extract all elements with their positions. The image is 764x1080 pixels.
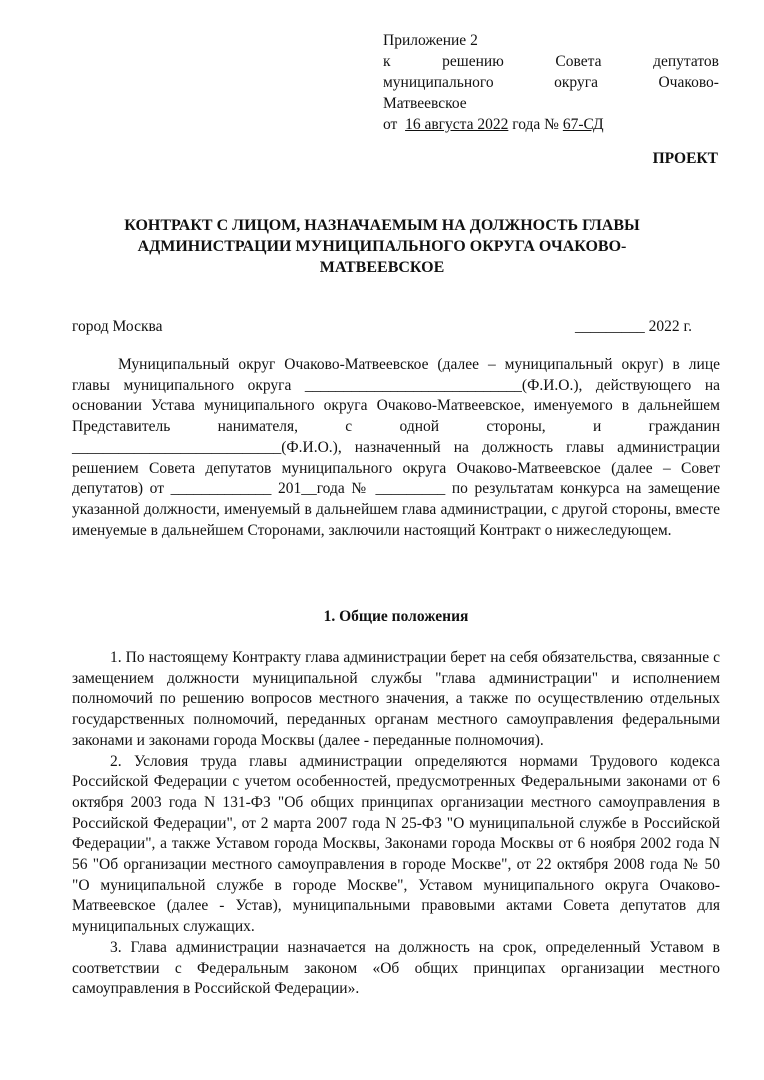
- annex-word: округа: [554, 74, 598, 91]
- decision-number: 67-СД: [562, 116, 604, 133]
- annex-word: Совета: [555, 53, 602, 70]
- clause-2: 2. Условия труда главы администрации определяются нормами Трудового кодекса Российской Федерации с учетом особенностей, предусмотренных Федеральными законами от 6 октября 2003 года N 131-ФЗ "Об общих принципах организации местного самоуправления в Российской Федерации", от 2 марта 2007 года N 25-ФЗ "О муниципальной службе в Российской Федерации", а также Уставом города Москвы, Законами города Москвы от 6 ноября 2002 года N 56 "Об организации местного самоуправления в городе Москве", от 22 октября 2008 года № 50 "О муниципальной службе в городе Москве", Уставом муниципального округа Очаково-Матвеевское (далее - Устав), муниципальными правовыми актами Совета депутатов для муниципальных служащих.: [72, 752, 720, 936]
- annex-year-no: года №: [512, 116, 559, 133]
- city-date-line: [72, 318, 692, 336]
- draft-label: ПРОЕКТ: [652, 150, 718, 167]
- annex-line-1: Приложение 2: [383, 32, 478, 49]
- annex-line-2: [383, 51, 719, 72]
- decision-date: 16 августа 2022: [405, 116, 509, 133]
- annex-line-3: [383, 72, 719, 93]
- contract-date: _________ 2022 г.: [575, 318, 692, 335]
- clause-3: 3. Глава администрации назначается на должность на срок, определенный Уставом в соответствии с Федеральным законом «Об общих принципах организации местного самоуправления в Российской Федерации».: [72, 938, 720, 998]
- annex-word: муниципального: [383, 74, 494, 91]
- annex-word: депутатов: [653, 53, 719, 70]
- annex-block: [383, 30, 719, 135]
- clause-1: 1. По настоящему Контракту глава администрации берет на себя обязательства, связанные с замещением должности муниципальной службы "глава администрации" и исполнением полномочий по решению вопросов местного значения, а также по осуществлению отдельных государственных полномочий, переданных органам местного самоуправления федеральными законами и законами города Москвы (далее - переданные полномочия).: [72, 649, 720, 749]
- section-1-heading: 1. Общие положения: [323, 608, 469, 625]
- annex-line-5: [383, 114, 719, 135]
- city: город Москва: [72, 318, 163, 335]
- annex-word: к: [383, 53, 391, 70]
- intro-paragraph: Муниципальный округ Очаково-Матвеевское (далее – муниципальный округ) в лице главы муниципального округа ____________________________(Ф.И.О.), действующего на основании Устава муниципального округа Очаково-Матвеевское, именуемого в дальнейшем Представитель нанимателя, с одной стороны, и гражданин ___________________________(Ф.И.О.), назначенный на должность главы администрации решением Совета депутатов муниципального округа Очаково-Матвеевское (далее – Совет депутатов) от _____________ 201__года № _________ по результатам конкурса на замещение указанной должности, именуемый в дальнейшем глава администрации, с другой стороны, вместе именуемые в дальнейшем Сторонами, заключили настоящий Контракт о нижеследующем.: [72, 356, 720, 539]
- annex-word: решению: [442, 53, 504, 70]
- annex-word: Очаково-: [658, 74, 719, 91]
- intro-block: [72, 355, 720, 541]
- annex-line-4: Матвеевское: [383, 95, 467, 112]
- section-1-body: [72, 648, 720, 1000]
- annex-from: от: [383, 116, 398, 133]
- document-title: КОНТРАКТ С ЛИЦОМ, НАЗНАЧАЕМЫМ НА ДОЛЖНОСТЬ ГЛАВЫ АДМИНИСТРАЦИИ МУНИЦИПАЛЬНОГО ОКРУГА ОЧАКОВО-МАТВЕЕВСКОЕ: [124, 217, 640, 276]
